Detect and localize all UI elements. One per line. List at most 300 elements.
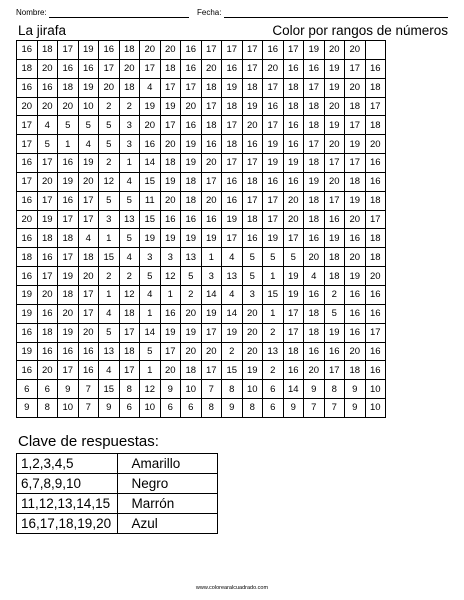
grid-cell[interactable]: 16 — [37, 342, 58, 361]
grid-cell[interactable]: 20 — [201, 59, 222, 78]
grid-cell[interactable]: 9 — [160, 380, 181, 399]
grid-cell[interactable]: 13 — [263, 342, 284, 361]
grid-cell[interactable]: 15 — [140, 210, 161, 229]
grid-cell[interactable]: 16 — [222, 59, 243, 78]
grid-cell[interactable]: 19 — [324, 229, 345, 248]
grid-cell[interactable]: 4 — [140, 285, 161, 304]
grid-cell[interactable]: 10 — [140, 399, 161, 418]
grid-cell[interactable]: 16 — [365, 172, 386, 191]
grid-cell[interactable]: 18 — [58, 229, 79, 248]
grid-cell[interactable]: 16 — [365, 361, 386, 380]
grid-cell[interactable]: 18 — [181, 361, 202, 380]
grid-cell[interactable]: 19 — [242, 97, 263, 116]
grid-cell[interactable]: 17 — [58, 248, 79, 267]
grid-cell[interactable]: 16 — [345, 285, 366, 304]
grid-cell[interactable]: 20 — [78, 172, 99, 191]
grid-cell[interactable]: 16 — [201, 135, 222, 154]
grid-cell[interactable]: 17 — [222, 229, 243, 248]
grid-cell[interactable]: 1 — [58, 135, 79, 154]
grid-cell[interactable]: 18 — [17, 59, 38, 78]
grid-cell[interactable]: 17 — [99, 59, 120, 78]
grid-cell[interactable]: 4 — [78, 229, 99, 248]
grid-cell[interactable]: 1 — [160, 285, 181, 304]
grid-cell[interactable]: 20 — [37, 172, 58, 191]
grid-cell[interactable]: 9 — [283, 399, 304, 418]
grid-cell[interactable]: 16 — [283, 361, 304, 380]
grid-cell[interactable]: 17 — [324, 154, 345, 173]
grid-cell[interactable]: 12 — [160, 267, 181, 286]
grid-cell[interactable]: 19 — [140, 97, 161, 116]
grid-cell[interactable]: 18 — [365, 229, 386, 248]
grid-cell[interactable]: 9 — [345, 399, 366, 418]
grid-cell[interactable]: 3 — [201, 267, 222, 286]
grid-cell[interactable]: 19 — [222, 210, 243, 229]
grid-cell[interactable]: 20 — [58, 97, 79, 116]
grid-cell[interactable]: 18 — [345, 172, 366, 191]
grid-cell[interactable]: 5 — [140, 342, 161, 361]
grid-cell[interactable]: 17 — [140, 59, 161, 78]
grid-cell[interactable]: 18 — [119, 78, 140, 97]
grid-cell[interactable]: 9 — [345, 380, 366, 399]
grid-cell[interactable]: 17 — [345, 116, 366, 135]
grid-cell[interactable]: 9 — [304, 380, 325, 399]
grid-cell[interactable]: 17 — [160, 116, 181, 135]
grid-cell[interactable]: 18 — [304, 116, 325, 135]
grid-cell[interactable]: 9 — [58, 380, 79, 399]
grid-cell[interactable]: 17 — [201, 361, 222, 380]
grid-cell[interactable]: 6 — [263, 399, 284, 418]
grid-cell[interactable]: 18 — [304, 323, 325, 342]
grid-cell[interactable]: 17 — [345, 59, 366, 78]
grid-cell[interactable]: 20 — [365, 135, 386, 154]
grid-cell[interactable]: 20 — [17, 97, 38, 116]
grid-cell[interactable]: 17 — [242, 191, 263, 210]
grid-cell[interactable]: 7 — [78, 399, 99, 418]
grid-cell[interactable]: 8 — [37, 399, 58, 418]
grid-cell[interactable]: 18 — [324, 248, 345, 267]
grid-cell[interactable]: 5 — [78, 116, 99, 135]
grid-cell[interactable]: 18 — [283, 97, 304, 116]
grid-cell[interactable]: 18 — [345, 97, 366, 116]
grid-cell[interactable]: 17 — [17, 135, 38, 154]
grid-cell[interactable]: 18 — [201, 116, 222, 135]
grid-cell[interactable]: 18 — [324, 267, 345, 286]
grid-cell[interactable]: 17 — [263, 78, 284, 97]
grid-cell[interactable]: 17 — [160, 342, 181, 361]
grid-cell[interactable]: 19 — [78, 78, 99, 97]
grid-cell[interactable]: 10 — [365, 380, 386, 399]
grid-cell[interactable]: 16 — [283, 59, 304, 78]
grid-cell[interactable]: 17 — [304, 78, 325, 97]
grid-cell[interactable]: 16 — [140, 135, 161, 154]
grid-cell[interactable] — [365, 41, 386, 60]
grid-cell[interactable]: 19 — [242, 361, 263, 380]
grid-cell[interactable]: 16 — [304, 342, 325, 361]
grid-cell[interactable]: 20 — [345, 41, 366, 60]
grid-cell[interactable]: 19 — [324, 116, 345, 135]
grid-cell[interactable]: 7 — [201, 380, 222, 399]
grid-cell[interactable]: 5 — [140, 267, 161, 286]
grid-cell[interactable]: 16 — [17, 323, 38, 342]
grid-cell[interactable]: 17 — [160, 78, 181, 97]
grid-cell[interactable]: 17 — [17, 116, 38, 135]
grid-cell[interactable]: 20 — [37, 285, 58, 304]
grid-cell[interactable]: 18 — [222, 135, 243, 154]
grid-cell[interactable]: 17 — [181, 78, 202, 97]
grid-cell[interactable]: 16 — [345, 229, 366, 248]
grid-cell[interactable]: 16 — [181, 210, 202, 229]
grid-cell[interactable]: 10 — [365, 399, 386, 418]
grid-cell[interactable]: 17 — [37, 267, 58, 286]
grid-cell[interactable]: 1 — [201, 248, 222, 267]
grid-cell[interactable]: 18 — [58, 78, 79, 97]
grid-cell[interactable]: 18 — [222, 97, 243, 116]
grid-cell[interactable]: 19 — [160, 229, 181, 248]
grid-cell[interactable]: 20 — [201, 342, 222, 361]
grid-cell[interactable]: 18 — [365, 248, 386, 267]
grid-cell[interactable]: 16 — [99, 41, 120, 60]
grid-cell[interactable]: 17 — [242, 154, 263, 173]
grid-cell[interactable]: 20 — [201, 191, 222, 210]
grid-cell[interactable]: 20 — [78, 267, 99, 286]
grid-cell[interactable]: 16 — [37, 248, 58, 267]
grid-cell[interactable]: 17 — [304, 135, 325, 154]
grid-cell[interactable]: 20 — [140, 116, 161, 135]
grid-cell[interactable]: 16 — [17, 267, 38, 286]
grid-cell[interactable]: 14 — [140, 154, 161, 173]
grid-cell[interactable]: 5 — [99, 116, 120, 135]
grid-cell[interactable]: 2 — [263, 361, 284, 380]
grid-cell[interactable]: 16 — [242, 135, 263, 154]
grid-cell[interactable]: 16 — [37, 304, 58, 323]
grid-cell[interactable]: 15 — [99, 380, 120, 399]
grid-cell[interactable]: 19 — [283, 285, 304, 304]
grid-cell[interactable]: 17 — [17, 172, 38, 191]
grid-cell[interactable]: 15 — [99, 248, 120, 267]
grid-cell[interactable]: 18 — [304, 154, 325, 173]
grid-cell[interactable]: 17 — [37, 154, 58, 173]
grid-cell[interactable]: 4 — [140, 78, 161, 97]
grid-cell[interactable]: 19 — [201, 304, 222, 323]
grid-cell[interactable]: 19 — [78, 154, 99, 173]
grid-cell[interactable]: 2 — [324, 285, 345, 304]
grid-cell[interactable]: 16 — [365, 342, 386, 361]
grid-cell[interactable]: 17 — [324, 191, 345, 210]
grid-cell[interactable]: 18 — [304, 210, 325, 229]
grid-cell[interactable]: 16 — [242, 229, 263, 248]
grid-cell[interactable]: 20 — [37, 59, 58, 78]
grid-cell[interactable]: 11 — [140, 191, 161, 210]
grid-cell[interactable]: 19 — [17, 304, 38, 323]
grid-cell[interactable]: 16 — [304, 59, 325, 78]
grid-cell[interactable]: 20 — [181, 342, 202, 361]
grid-cell[interactable]: 12 — [140, 380, 161, 399]
grid-cell[interactable]: 4 — [78, 135, 99, 154]
grid-cell[interactable]: 20 — [58, 304, 79, 323]
grid-cell[interactable]: 17 — [58, 41, 79, 60]
grid-cell[interactable]: 17 — [263, 210, 284, 229]
grid-cell[interactable]: 19 — [263, 154, 284, 173]
grid-cell[interactable]: 17 — [365, 97, 386, 116]
grid-cell[interactable]: 16 — [283, 116, 304, 135]
grid-cell[interactable]: 17 — [283, 41, 304, 60]
grid-cell[interactable]: 19 — [17, 342, 38, 361]
grid-cell[interactable]: 6 — [37, 380, 58, 399]
grid-cell[interactable]: 17 — [222, 41, 243, 60]
grid-cell[interactable]: 18 — [37, 41, 58, 60]
grid-cell[interactable]: 19 — [160, 323, 181, 342]
grid-cell[interactable]: 16 — [160, 304, 181, 323]
grid-cell[interactable]: 19 — [181, 135, 202, 154]
grid-cell[interactable]: 5 — [181, 267, 202, 286]
grid-cell[interactable]: 3 — [99, 210, 120, 229]
grid-cell[interactable]: 20 — [304, 361, 325, 380]
grid-cell[interactable]: 1 — [99, 285, 120, 304]
grid-cell[interactable]: 3 — [140, 248, 161, 267]
grid-cell[interactable]: 17 — [119, 361, 140, 380]
grid-cell[interactable]: 16 — [17, 154, 38, 173]
grid-cell[interactable]: 19 — [283, 267, 304, 286]
grid-cell[interactable]: 17 — [365, 323, 386, 342]
grid-cell[interactable]: 20 — [160, 191, 181, 210]
grid-cell[interactable]: 18 — [365, 78, 386, 97]
grid-cell[interactable]: 19 — [201, 229, 222, 248]
grid-cell[interactable]: 16 — [263, 97, 284, 116]
grid-cell[interactable]: 20 — [345, 210, 366, 229]
grid-cell[interactable]: 19 — [324, 59, 345, 78]
grid-cell[interactable]: 13 — [99, 342, 120, 361]
grid-cell[interactable]: 17 — [263, 116, 284, 135]
grid-cell[interactable]: 19 — [222, 323, 243, 342]
grid-cell[interactable]: 17 — [201, 97, 222, 116]
grid-cell[interactable]: 20 — [263, 59, 284, 78]
grid-cell[interactable]: 8 — [201, 399, 222, 418]
grid-cell[interactable]: 17 — [283, 229, 304, 248]
grid-cell[interactable]: 6 — [17, 380, 38, 399]
grid-cell[interactable]: 16 — [181, 59, 202, 78]
grid-cell[interactable]: 17 — [345, 154, 366, 173]
grid-cell[interactable]: 5 — [119, 191, 140, 210]
grid-cell[interactable]: 10 — [242, 380, 263, 399]
grid-cell[interactable]: 17 — [222, 154, 243, 173]
grid-cell[interactable]: 5 — [119, 229, 140, 248]
grid-cell[interactable]: 16 — [58, 342, 79, 361]
grid-cell[interactable]: 13 — [119, 210, 140, 229]
grid-cell[interactable]: 16 — [365, 59, 386, 78]
grid-cell[interactable]: 8 — [119, 380, 140, 399]
grid-cell[interactable]: 5 — [324, 304, 345, 323]
grid-cell[interactable]: 19 — [283, 154, 304, 173]
grid-cell[interactable]: 18 — [78, 248, 99, 267]
grid-cell[interactable]: 15 — [222, 361, 243, 380]
grid-cell[interactable]: 2 — [119, 97, 140, 116]
grid-cell[interactable]: 4 — [99, 304, 120, 323]
grid-cell[interactable]: 17 — [201, 323, 222, 342]
date-line[interactable] — [224, 17, 448, 18]
grid-cell[interactable]: 17 — [58, 361, 79, 380]
grid-cell[interactable]: 18 — [242, 210, 263, 229]
grid-cell[interactable]: 2 — [263, 323, 284, 342]
grid-cell[interactable]: 19 — [78, 41, 99, 60]
grid-cell[interactable]: 16 — [222, 191, 243, 210]
grid-cell[interactable]: 5 — [283, 248, 304, 267]
grid-cell[interactable]: 10 — [58, 399, 79, 418]
grid-cell[interactable]: 18 — [365, 116, 386, 135]
grid-cell[interactable]: 2 — [99, 154, 120, 173]
grid-cell[interactable]: 8 — [324, 380, 345, 399]
grid-cell[interactable]: 2 — [99, 267, 120, 286]
grid-cell[interactable]: 16 — [304, 229, 325, 248]
grid-cell[interactable]: 17 — [78, 285, 99, 304]
grid-cell[interactable]: 1 — [119, 154, 140, 173]
grid-cell[interactable]: 19 — [160, 172, 181, 191]
grid-cell[interactable]: 5 — [99, 191, 120, 210]
grid-cell[interactable]: 9 — [17, 399, 38, 418]
grid-cell[interactable]: 16 — [17, 41, 38, 60]
grid-cell[interactable]: 2 — [222, 342, 243, 361]
grid-cell[interactable]: 18 — [37, 323, 58, 342]
grid-cell[interactable]: 16 — [160, 210, 181, 229]
grid-cell[interactable]: 9 — [99, 399, 120, 418]
grid-cell[interactable]: 3 — [160, 248, 181, 267]
grid-cell[interactable]: 1 — [140, 304, 161, 323]
grid-cell[interactable]: 19 — [181, 323, 202, 342]
grid-cell[interactable]: 13 — [222, 267, 243, 286]
grid-cell[interactable]: 18 — [365, 191, 386, 210]
grid-cell[interactable]: 6 — [119, 399, 140, 418]
grid-cell[interactable]: 19 — [304, 172, 325, 191]
grid-cell[interactable]: 8 — [242, 399, 263, 418]
grid-cell[interactable]: 7 — [78, 380, 99, 399]
grid-cell[interactable]: 20 — [283, 191, 304, 210]
grid-cell[interactable]: 19 — [181, 229, 202, 248]
grid-cell[interactable]: 18 — [283, 342, 304, 361]
grid-cell[interactable]: 17 — [242, 59, 263, 78]
grid-cell[interactable]: 8 — [222, 380, 243, 399]
grid-cell[interactable]: 5 — [99, 323, 120, 342]
grid-cell[interactable]: 7 — [304, 399, 325, 418]
grid-cell[interactable]: 20 — [17, 210, 38, 229]
grid-cell[interactable]: 6 — [181, 399, 202, 418]
grid-cell[interactable]: 19 — [140, 229, 161, 248]
grid-cell[interactable]: 16 — [345, 323, 366, 342]
grid-cell[interactable]: 16 — [58, 154, 79, 173]
grid-cell[interactable]: 19 — [345, 267, 366, 286]
grid-cell[interactable]: 19 — [345, 191, 366, 210]
grid-cell[interactable]: 14 — [283, 380, 304, 399]
grid-cell[interactable]: 12 — [99, 172, 120, 191]
grid-cell[interactable]: 16 — [324, 210, 345, 229]
grid-cell[interactable]: 18 — [119, 304, 140, 323]
grid-cell[interactable]: 10 — [181, 380, 202, 399]
grid-cell[interactable]: 19 — [37, 210, 58, 229]
grid-cell[interactable]: 19 — [58, 267, 79, 286]
grid-cell[interactable]: 20 — [345, 248, 366, 267]
grid-cell[interactable]: 20 — [140, 41, 161, 60]
grid-cell[interactable]: 17 — [283, 323, 304, 342]
grid-cell[interactable]: 16 — [201, 210, 222, 229]
grid-cell[interactable]: 20 — [324, 135, 345, 154]
grid-cell[interactable]: 16 — [283, 172, 304, 191]
grid-cell[interactable]: 17 — [201, 172, 222, 191]
grid-cell[interactable]: 20 — [37, 97, 58, 116]
grid-cell[interactable]: 19 — [58, 323, 79, 342]
grid-cell[interactable]: 19 — [324, 323, 345, 342]
grid-cell[interactable]: 1 — [140, 361, 161, 380]
grid-cell[interactable]: 17 — [201, 41, 222, 60]
grid-cell[interactable]: 4 — [222, 285, 243, 304]
grid-cell[interactable]: 4 — [304, 267, 325, 286]
grid-cell[interactable]: 18 — [160, 154, 181, 173]
grid-cell[interactable]: 14 — [222, 304, 243, 323]
grid-cell[interactable]: 3 — [119, 116, 140, 135]
grid-cell[interactable]: 20 — [119, 59, 140, 78]
grid-cell[interactable]: 20 — [78, 323, 99, 342]
grid-cell[interactable]: 2 — [119, 267, 140, 286]
grid-cell[interactable]: 20 — [324, 41, 345, 60]
grid-cell[interactable]: 16 — [365, 285, 386, 304]
grid-cell[interactable]: 18 — [181, 191, 202, 210]
grid-cell[interactable]: 17 — [78, 191, 99, 210]
grid-cell[interactable]: 20 — [99, 78, 120, 97]
grid-cell[interactable]: 15 — [140, 172, 161, 191]
grid-cell[interactable]: 19 — [160, 97, 181, 116]
grid-cell[interactable]: 19 — [324, 78, 345, 97]
grid-cell[interactable]: 4 — [119, 172, 140, 191]
grid-cell[interactable]: 16 — [17, 191, 38, 210]
grid-cell[interactable]: 16 — [78, 361, 99, 380]
grid-cell[interactable]: 16 — [283, 135, 304, 154]
grid-cell[interactable]: 16 — [181, 41, 202, 60]
grid-cell[interactable]: 16 — [17, 78, 38, 97]
grid-cell[interactable]: 19 — [17, 285, 38, 304]
grid-cell[interactable]: 4 — [99, 361, 120, 380]
grid-cell[interactable]: 18 — [119, 41, 140, 60]
grid-cell[interactable]: 18 — [37, 229, 58, 248]
grid-cell[interactable]: 17 — [78, 210, 99, 229]
grid-cell[interactable]: 20 — [37, 361, 58, 380]
grid-cell[interactable]: 18 — [345, 361, 366, 380]
grid-cell[interactable]: 1 — [263, 304, 284, 323]
grid-cell[interactable]: 12 — [119, 285, 140, 304]
grid-cell[interactable]: 19 — [345, 135, 366, 154]
grid-cell[interactable]: 19 — [181, 154, 202, 173]
grid-cell[interactable]: 18 — [181, 172, 202, 191]
grid-cell[interactable]: 16 — [365, 304, 386, 323]
grid-cell[interactable]: 4 — [222, 248, 243, 267]
grid-cell[interactable]: 18 — [304, 304, 325, 323]
grid-cell[interactable]: 20 — [242, 323, 263, 342]
grid-cell[interactable]: 16 — [263, 41, 284, 60]
grid-cell[interactable]: 16 — [78, 342, 99, 361]
grid-cell[interactable]: 14 — [201, 285, 222, 304]
grid-cell[interactable]: 17 — [324, 361, 345, 380]
grid-cell[interactable]: 5 — [58, 116, 79, 135]
grid-cell[interactable]: 20 — [242, 304, 263, 323]
grid-cell[interactable]: 18 — [17, 248, 38, 267]
grid-cell[interactable]: 20 — [365, 267, 386, 286]
grid-cell[interactable]: 4 — [119, 248, 140, 267]
grid-cell[interactable]: 20 — [160, 41, 181, 60]
grid-cell[interactable]: 4 — [37, 116, 58, 135]
grid-cell[interactable]: 5 — [242, 248, 263, 267]
grid-cell[interactable]: 20 — [283, 210, 304, 229]
grid-cell[interactable]: 18 — [119, 342, 140, 361]
grid-cell[interactable]: 16 — [37, 78, 58, 97]
grid-cell[interactable]: 20 — [160, 361, 181, 380]
grid-cell[interactable]: 16 — [345, 304, 366, 323]
grid-cell[interactable]: 20 — [242, 116, 263, 135]
